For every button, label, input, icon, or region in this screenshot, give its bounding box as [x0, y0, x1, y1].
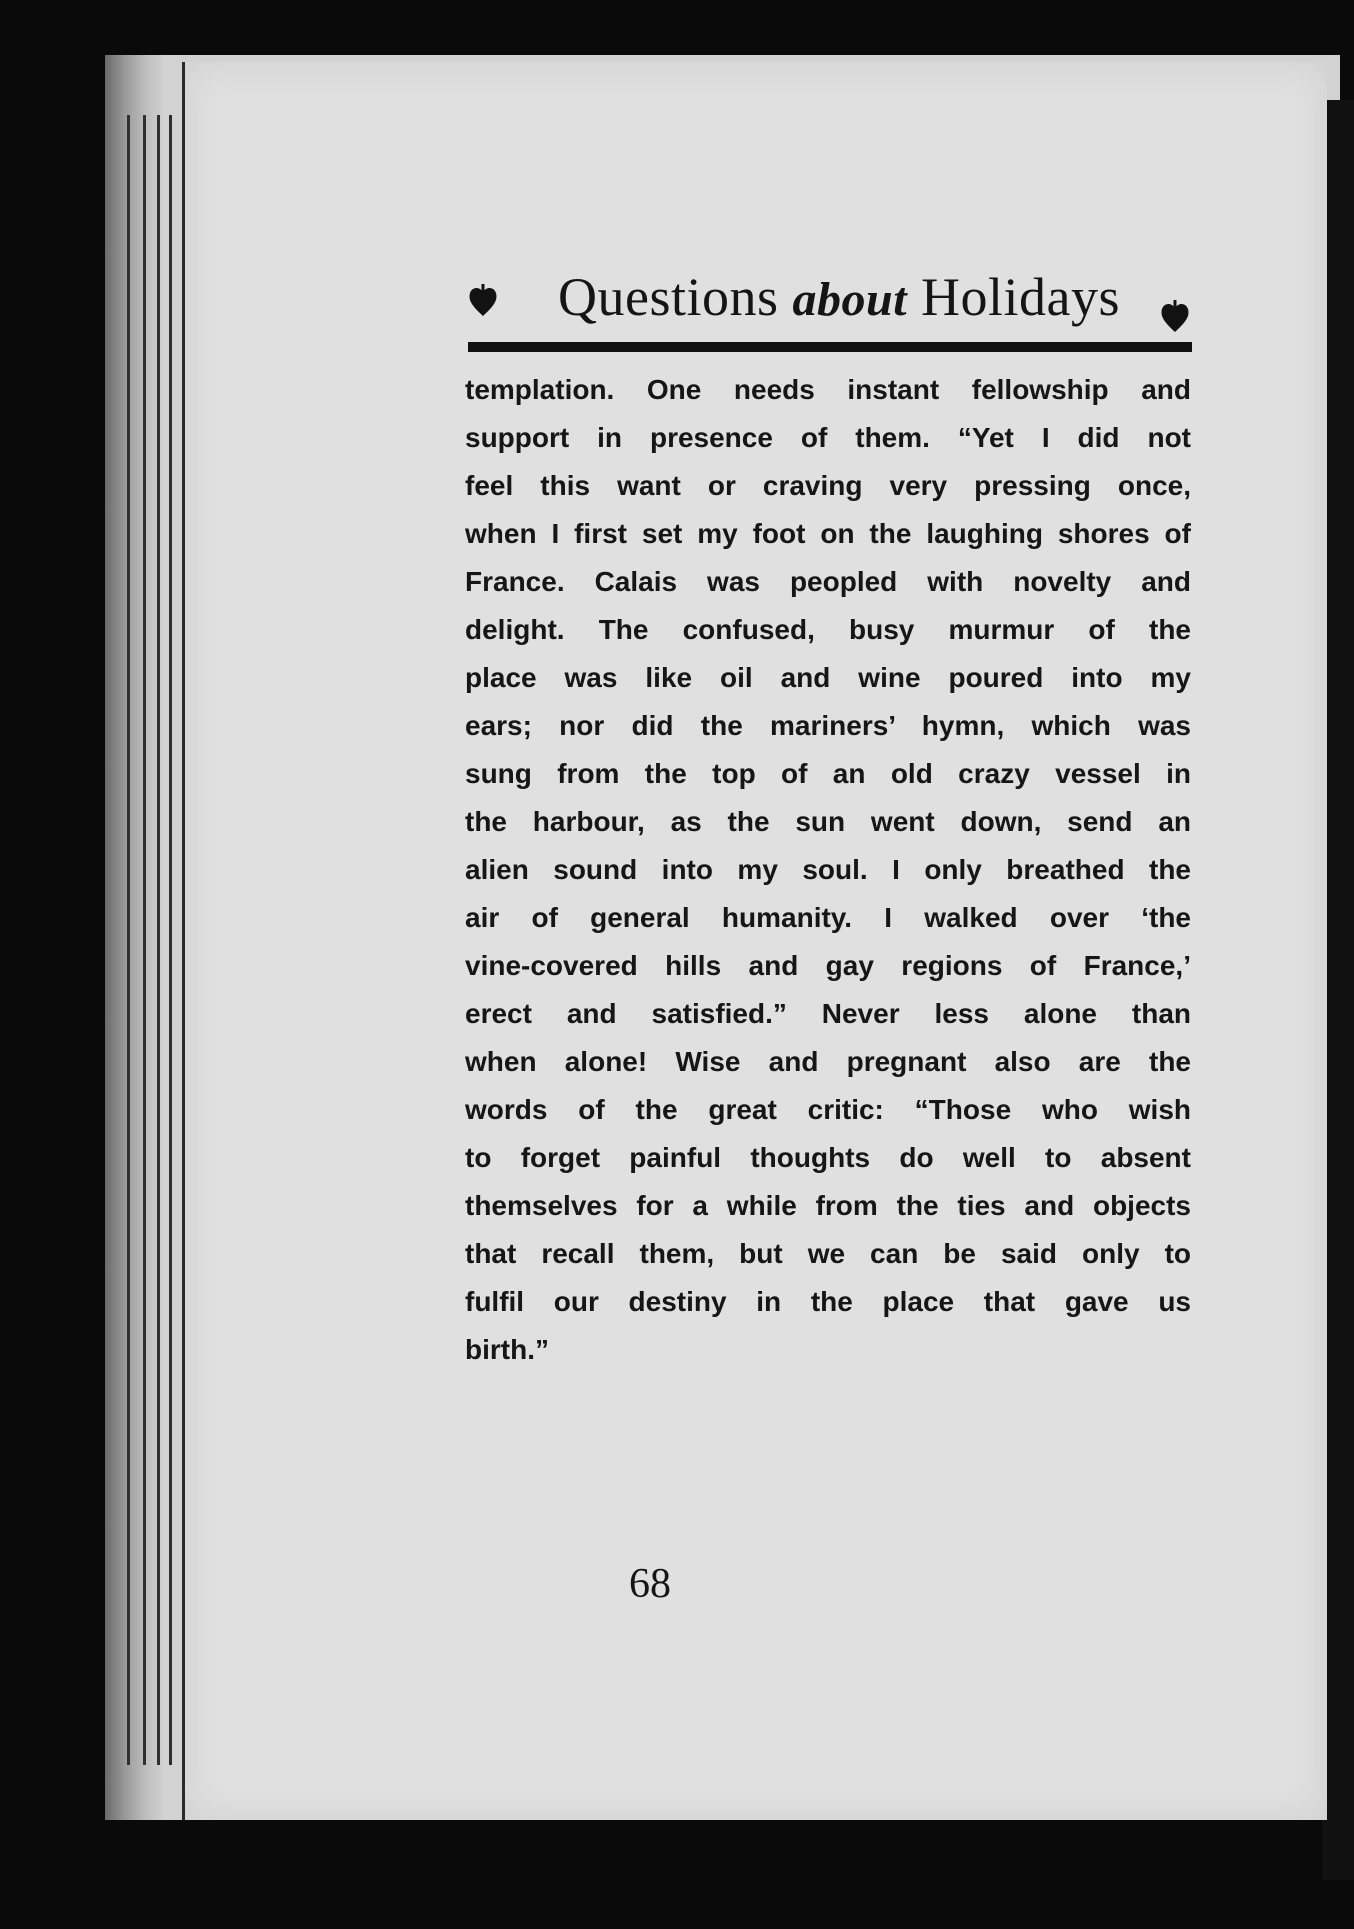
text-line: fulfil our destiny in the place that gave us: [465, 1286, 1191, 1317]
text-line: alien sound into my soul. I only breathed the: [465, 854, 1191, 885]
page-number: 68: [629, 1561, 671, 1607]
text-line: France. Calais was peopled with novelty and: [465, 566, 1191, 597]
text-line: birth.”: [465, 1334, 549, 1365]
page-edge-line: [157, 115, 160, 1765]
header-rule: [468, 342, 1192, 352]
text-line: words of the great critic: “Those who wish: [465, 1094, 1191, 1125]
text-line: air of general humanity. I walked over ‘the: [465, 902, 1191, 933]
text-line: place was like oil and wine poured into my: [465, 662, 1191, 693]
text-line: erect and satisfied.” Never less alone than: [465, 998, 1191, 1029]
text-line: feel this want or craving very pressing once,: [465, 470, 1191, 501]
running-header: [468, 262, 1190, 342]
header-title-part2: Holidays: [907, 267, 1121, 327]
page-edge-line: [127, 115, 130, 1765]
page-edge-line: [169, 115, 172, 1765]
header-title-italic: about: [792, 273, 908, 326]
text-line: themselves for a while from the ties and objects: [465, 1190, 1191, 1221]
text-line: to forget painful thoughts do well to absent: [465, 1142, 1191, 1173]
text-line: delight. The confused, busy murmur of the: [465, 614, 1191, 645]
text-line: when alone! Wise and pregnant also are the: [465, 1046, 1191, 1077]
text-line: templation. One needs instant fellowship and: [465, 374, 1191, 405]
header-title: [558, 266, 1120, 328]
header-title-part1: Questions: [558, 267, 793, 327]
text-line: when I first set my foot on the laughing shores of: [465, 518, 1191, 549]
text-line: ears; nor did the mariners’ hymn, which was: [465, 710, 1191, 741]
text-line: vine-covered hills and gay regions of France,’: [465, 950, 1191, 981]
text-line: sung from the top of an old crazy vessel in: [465, 758, 1191, 789]
text-line: that recall them, but we can be said only to: [465, 1238, 1191, 1269]
body-text: [465, 366, 1191, 1374]
text-line: the harbour, as the sun went down, send an: [465, 806, 1191, 837]
page-edge-line: [143, 115, 146, 1765]
heart-leaf-ornament-icon: [468, 284, 498, 318]
text-line: support in presence of them. “Yet I did not: [465, 422, 1191, 453]
heart-leaf-ornament-icon: [1160, 300, 1190, 334]
